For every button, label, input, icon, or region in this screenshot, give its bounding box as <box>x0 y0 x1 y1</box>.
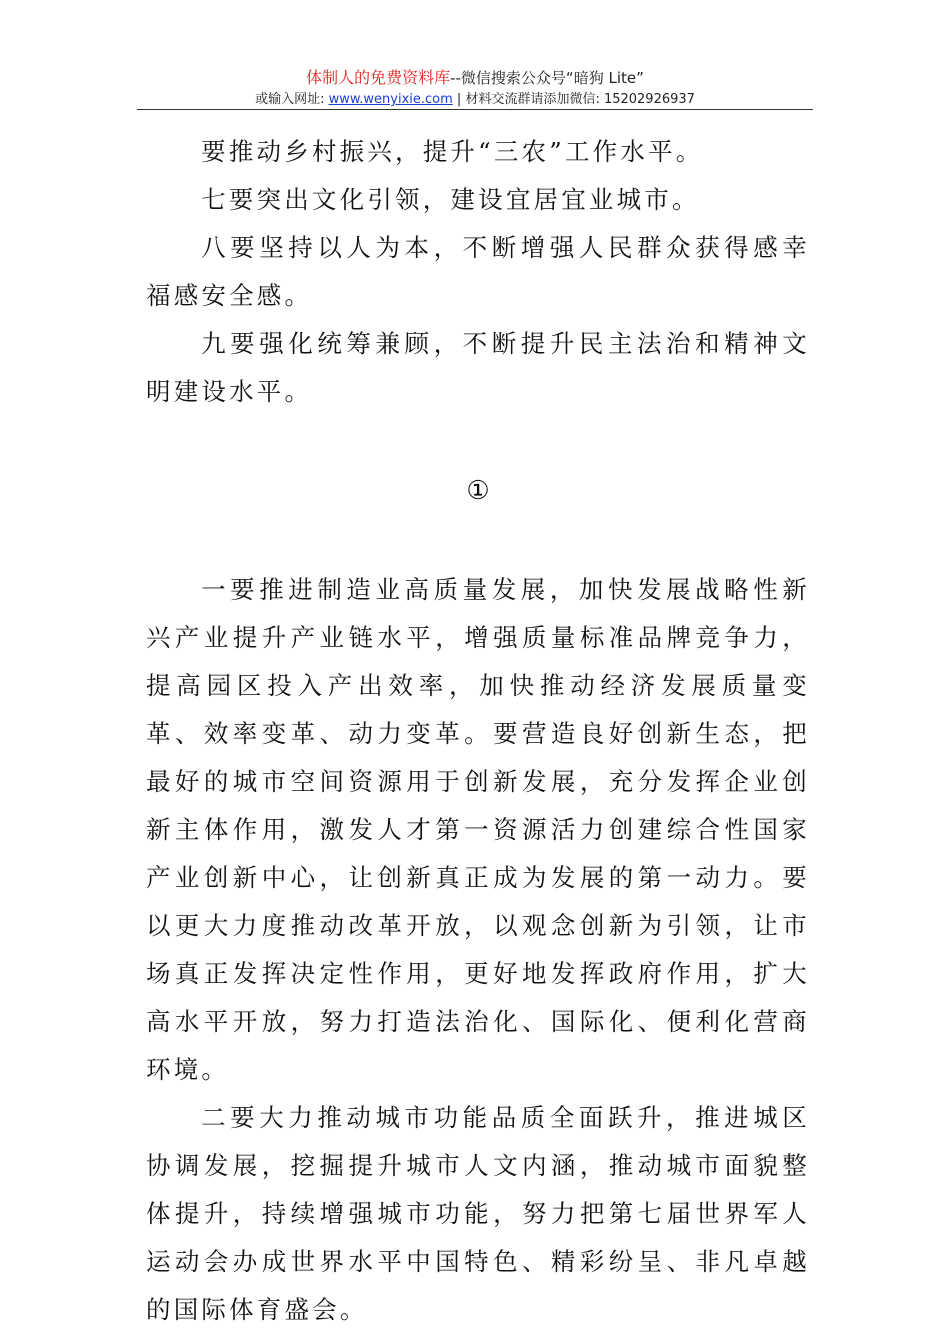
spacer <box>146 416 810 471</box>
paragraph-top-3: 八要坚持以人为本，不断增强人民群众获得感幸福感安全感。 <box>146 233 810 310</box>
paragraph-bottom-1: 一要推进制造业高质量发展，加快发展战略性新兴产业提升产业链水平，增强质量标准品牌竞争力，提高园区投入产出效率，加快推动经济发展质量变革、效率变革、动力变革。要营造良好创新生态，把最好的城市空间资源用于创新发展，充分发挥企业创新主体作用，激发人才第一资源活力创建综合性国家产业创新中心，让创新真正成为发展的第一动力。要以更大力度推动改革开放，以观念创新为引领，让市场真正发挥决定性作用，更好地发挥政府作用，扩大高水平开放，努力打造法治化、国际化、便利化营商环境。 <box>146 575 810 1084</box>
section-marker: ① <box>466 476 490 506</box>
spacer <box>146 511 810 566</box>
paragraph-top-2: 七要突出文化引领，建设宜居宜业城市。 <box>201 185 700 214</box>
header-contact: | 材料交流群请添加微信: 15202926937 <box>452 92 695 107</box>
paragraph-top-4: 九要强化统筹兼顾，不断提升民主法治和精神文明建设水平。 <box>146 329 810 406</box>
header-divider <box>137 109 813 110</box>
header-brand: 体制人的免费资料库 <box>306 68 451 87</box>
paragraph-top-1: 要推动乡村振兴，提升“三农”工作水平。 <box>201 137 704 166</box>
header-tagline: --微信搜索公众号“暗狗 Lite” <box>450 69 644 87</box>
document-body <box>146 128 810 1334</box>
page-header <box>0 68 950 109</box>
header-info-line <box>0 91 950 109</box>
paragraph-bottom-2: 二要大力推动城市功能品质全面跃升，推进城区协调发展，挖掘提升城市人文内涵，推动城市面貌整体提升，持续增强城市功能，努力把第七届世界军人运动会办成世界水平中国特色、精彩纷呈、非凡卓越的国际体育盛会。 <box>146 1103 810 1324</box>
header-url-link[interactable]: www.wenyixie.com <box>328 92 453 107</box>
header-title-line <box>0 68 950 88</box>
header-url-prefix: 或输入网址: <box>255 92 329 107</box>
